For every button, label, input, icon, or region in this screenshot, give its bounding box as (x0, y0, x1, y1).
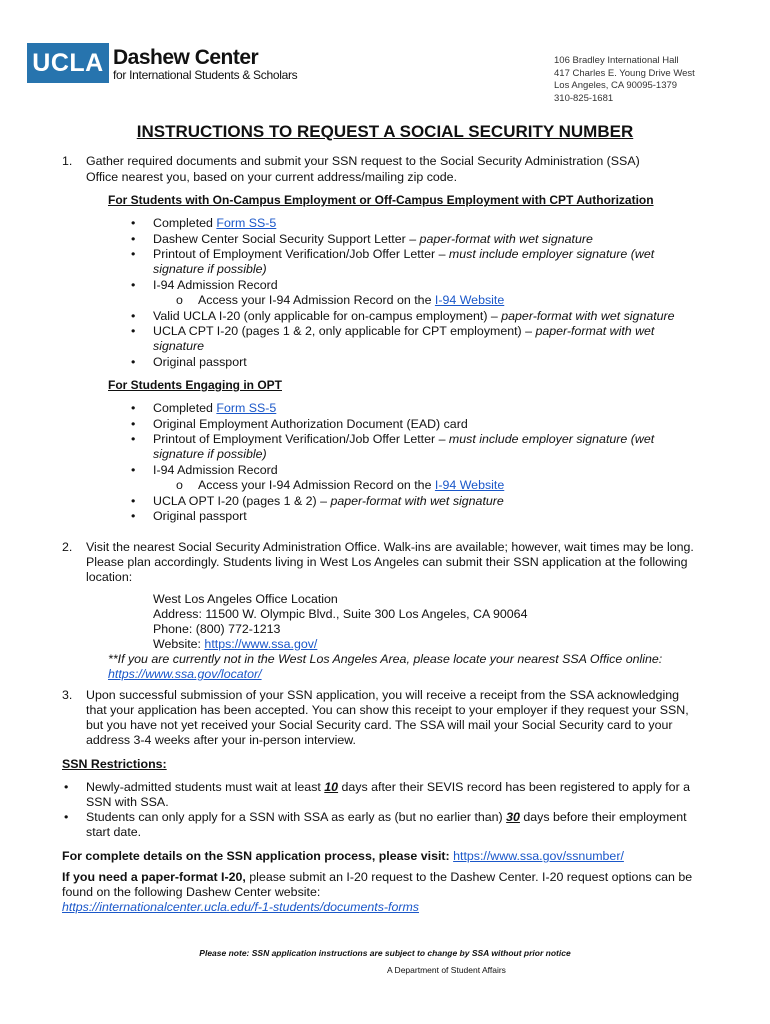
restrictions-heading: SSN Restrictions: (62, 757, 167, 771)
locator-note: **If you are currently not in the West Los Angeles Area, please locate your nearest SSA Office online: (108, 652, 663, 666)
list-item: • Original Employment Authorization Document (EAD) card (153, 417, 468, 433)
list-item: • Valid UCLA I-20 (only applicable for on-campus employment) – paper-format with wet signature (153, 309, 675, 325)
office-name: West Los Angeles Office Location (153, 592, 338, 606)
section-heading-opt: For Students Engaging in OPT (108, 378, 282, 392)
step2-line: Visit the nearest Social Security Administration Office. Walk-ins are available; however, wait times may be long. (86, 540, 694, 554)
step3-line: address 3-4 weeks after your in-person interview. (86, 733, 356, 747)
list-item: • UCLA OPT I-20 (pages 1 & 2) – paper-format with wet signature (153, 494, 504, 510)
details-line: For complete details on the SSN application process, please visit: https://www.ssa.gov/ssnumber/ (62, 849, 624, 863)
ssnumber-link[interactable]: https://www.ssa.gov/ssnumber/ (453, 849, 624, 863)
section-heading-cpt: For Students with On-Campus Employment or Off-Campus Employment with CPT Authorization (108, 193, 654, 207)
step1-line: Gather required documents and submit your SSN request to the Social Security Administration (SSA) (86, 154, 640, 168)
restriction-item-cont: start date. (86, 825, 142, 839)
locator-note-link-line (108, 667, 262, 683)
list-item: • UCLA CPT I-20 (pages 1 & 2, only applicable for CPT employment) – paper-format with wet (153, 324, 654, 340)
address-line: 417 Charles E. Young Drive West (554, 67, 695, 79)
ssa-website-link[interactable]: https://www.ssa.gov/ (204, 637, 318, 651)
list-item: • Dashew Center Social Security Support Letter – paper-format with wet signature (153, 232, 593, 248)
restriction-item: • Newly-admitted students must wait at least 10 days after their SEVIS record has been registered to apply for a (86, 780, 690, 796)
address-block (554, 55, 695, 105)
restriction-item-cont: SSN with SSA. (86, 795, 169, 809)
paper-link-line (62, 900, 419, 916)
step-number: 1. (62, 154, 73, 168)
step-number: 3. (62, 688, 73, 702)
list-item-cont: signature if possible) (153, 447, 267, 461)
logo-text: UCLA (32, 48, 104, 77)
sub-item: o Access your I-94 Admission Record on the I-94 Website (198, 293, 504, 309)
list-item-cont: signature if possible) (153, 262, 267, 276)
brand-name: Dashew Center (113, 46, 259, 69)
list-item: • I-94 Admission Record (153, 278, 278, 294)
step1-line: Office nearest you, based on your current address/mailing zip code. (86, 170, 458, 184)
paper-line: found on the following Dashew Center website: (62, 885, 321, 899)
page-title: INSTRUCTIONS TO REQUEST A SOCIAL SECURITY NUMBER (136, 122, 634, 141)
list-item: • Printout of Employment Verification/Job Offer Letter – must include employer signature (wet (153, 432, 654, 448)
office-phone: Phone: (800) 772-1213 (153, 622, 281, 636)
paper-line: If you need a paper-format I-20, please submit an I-20 request to the Dashew Center. I-20 request options can be (62, 870, 693, 884)
list-item: • Original passport (153, 355, 247, 371)
step2-line: Please plan accordingly. Students living in West Los Angeles can submit their SSN application at the following (86, 555, 688, 569)
list-item: • Completed Form SS-5 (153, 216, 276, 232)
i94-website-link[interactable]: I-94 Website (434, 293, 505, 307)
address-line: 310-825-1681 (554, 92, 614, 104)
address-line: 106 Bradley International Hall (554, 55, 679, 66)
ucla-logo (27, 43, 109, 83)
list-item: • Printout of Employment Verification/Job Offer Letter – must include employer signature (wet (153, 247, 654, 263)
list-item-cont: signature (153, 339, 204, 353)
form-ss5-link[interactable]: Form SS-5 (216, 401, 277, 415)
i94-website-link[interactable]: I-94 Website (434, 478, 505, 492)
brand-subtitle: for International Students & Scholars (113, 68, 298, 82)
list-item: • Original passport (153, 509, 247, 525)
list-item: • Completed Form SS-5 (153, 401, 276, 417)
footer-note: Please note: SSN application instructions are subject to change by SSA without prior notice (199, 948, 571, 958)
address-line: Los Angeles, CA 90095-1379 (554, 80, 678, 91)
restriction-item: • Students can only apply for a SSN with SSA as early as (but no earlier than) 30 days before their employment (86, 810, 687, 826)
documents-forms-link[interactable]: https://internationalcenter.ucla.edu/f-1-students/documents-forms (62, 900, 419, 914)
ssa-locator-link[interactable]: https://www.ssa.gov/locator/ (108, 667, 262, 681)
step3-line: but you have not yet received your Social Security card. The SSA will mail your Social Security card to your (86, 718, 673, 732)
form-ss5-link[interactable]: Form SS-5 (216, 216, 277, 230)
step-number: 2. (62, 540, 73, 554)
list-item: • I-94 Admission Record (153, 463, 278, 479)
sub-item: o Access your I-94 Admission Record on the I-94 Website (198, 478, 504, 494)
step3-line: that your application has been accepted. You can show this receipt to your employer if they request your SSN, (86, 703, 689, 717)
step2-line: location: (86, 570, 133, 584)
step3-line: Upon successful submission of your SSN application, you will receive a receipt from the SSA acknowledging (86, 688, 679, 702)
office-address: Address: 11500 W. Olympic Blvd., Suite 300 Los Angeles, CA 90064 (153, 607, 528, 621)
footer-dept: A Department of Student Affairs (387, 965, 506, 975)
office-website: Website: https://www.ssa.gov/ (153, 637, 318, 651)
